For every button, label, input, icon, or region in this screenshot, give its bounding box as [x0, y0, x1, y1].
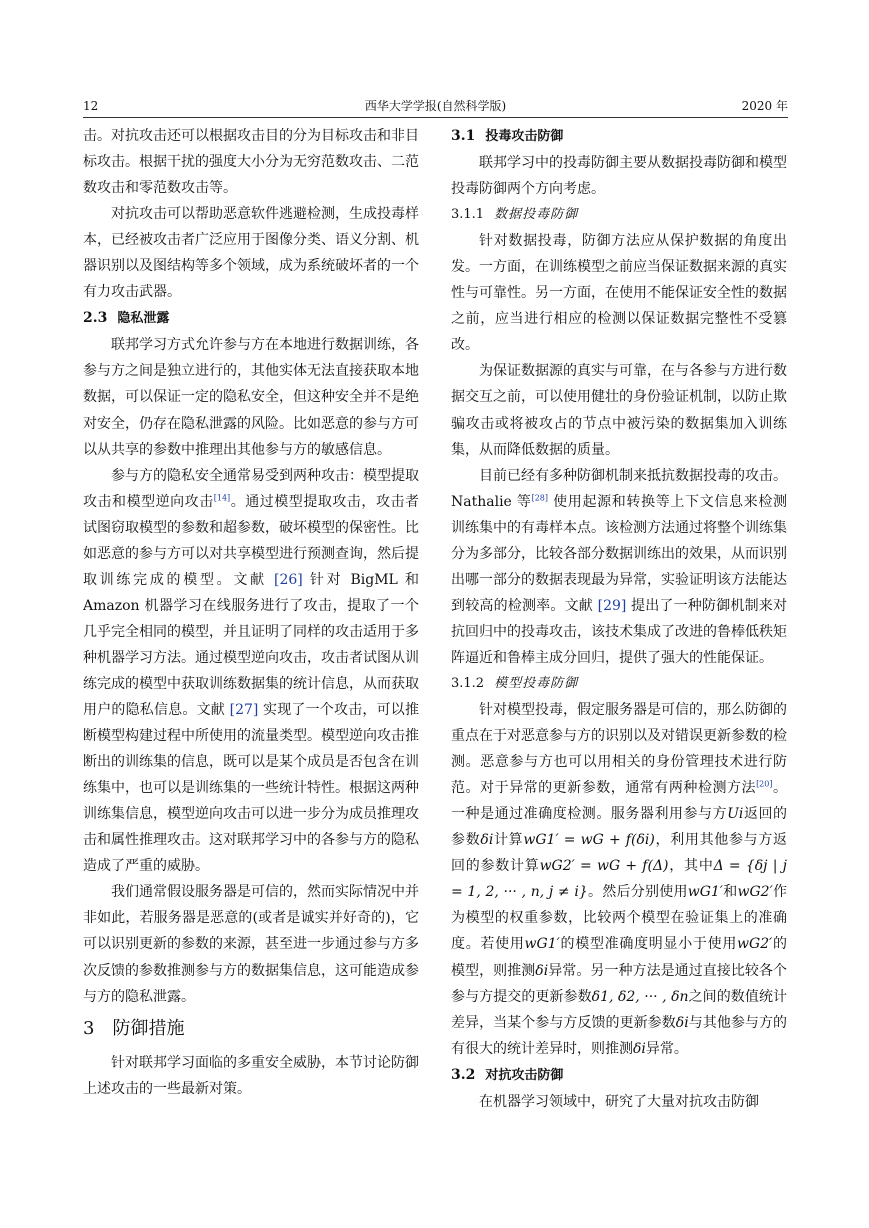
math-inline: δi	[535, 962, 549, 979]
header-rule	[83, 117, 788, 118]
paragraph: 针对数据投毒，防御方法应从保护数据的角度出发。一方面，在训练模型之前应当保证数据来源的真实性与可靠性。另一方面，在使用不能保证安全性的数据之前，应当进行相应的检测以保证数据完整性不受篡改。	[451, 233, 787, 354]
section-title: 防御措施	[112, 1017, 185, 1039]
section-title: 数据投毒防御	[494, 207, 579, 223]
math-inline: wG1′ = wG + f(δi)	[523, 832, 655, 849]
section-heading-3-2	[451, 1062, 787, 1089]
section-title: 投毒攻击防御	[485, 129, 564, 144]
running-header	[83, 97, 788, 115]
section-title: 隐私泄露	[117, 311, 170, 327]
page-number: 12	[83, 99, 99, 113]
text-run: 目前已经有多种防御机制来抵抗数据投毒的攻击。Nathalie 等	[451, 467, 787, 510]
math-inline: wG1′	[687, 884, 723, 901]
text-run: 使用起源和转换等上下文信息来检测训练集中的有毒样本点。该检测方法通过将整个训练集分为多部分，比较各部分数据训练出的效果，从而识别出哪一部分的数据表现最为异常，实验证明该方法能达到较高的检测率。文献	[451, 493, 787, 614]
citation-link[interactable]: [14]	[213, 493, 231, 502]
text-run: 的模型准确度明显小于使用	[559, 936, 738, 953]
section-title: 对抗攻击防御	[485, 1067, 564, 1083]
text-run: 实现了一个攻击，可以推断模型构建过程中所使用的流量类型。模型逆向攻击推断出的训练集的信息，既可以是某个成员是否包含在训练集中，也可以是训练集的一些统计特性。根据这两种训练集信息，模型逆向攻击可以进一步分为成员推理攻击和属性推理攻击。这对联邦学习中的各参与方的隐私造成了严重的威胁。	[83, 702, 419, 875]
section-number: 3.1	[451, 128, 476, 144]
text-run: 。一种是通过准确度检测。服务器利用参与方	[451, 780, 787, 823]
paragraph	[451, 697, 787, 1062]
paragraph: 击。对抗攻击还可以根据攻击目的分为目标攻击和非目标攻击。根据干扰的强度大小分为无穷范数攻击、二范数攻击和零范数攻击等。	[83, 128, 419, 197]
left-column	[83, 123, 419, 1163]
text-run: 。通过模型提取攻击，攻击者试图窃取模型的参数和超参数，破坏模型的保密性。比如恶意的参与方可以对共享模型进行预测查询，然后提取训练完成的模型。文献	[83, 493, 419, 588]
section-heading-3-1-1	[451, 202, 787, 228]
text-run: 针对 BigML 和 Amazon 机器学习在线服务进行了攻击，提取了一个几乎完全相同的模型，并且证明了同样的攻击适用于多种机器学习方法。通过模型逆向攻击，攻击者试图从训练完成的模型中获取训练数据集的统计信息，从而获取用户的隐私信息。文献	[83, 571, 419, 719]
math-inline: δ1, δ2, ··· , δn	[591, 988, 689, 1005]
paragraph: 对抗攻击可以帮助恶意软件逃避检测，生成投毒样本，已经被攻击者广泛应用于图像分类、语义分割、机器识别以及图结构等多个领域，成为系统破坏者的一个有力攻击武器。	[83, 206, 419, 301]
right-column	[451, 123, 787, 1163]
section-title: 模型投毒防御	[494, 675, 579, 691]
citation-link[interactable]: [28]	[531, 493, 549, 502]
math-inline: δi	[675, 1014, 689, 1031]
text-run: 之间的数值统计差异，当某个参与方反馈的更新参数	[451, 988, 787, 1031]
text-run: 的模型，则推测	[451, 936, 787, 979]
math-inline: wG2′	[737, 884, 773, 901]
math-inline: wG2′ = wG + f(Δ)	[539, 858, 669, 875]
citation-link[interactable]: [26]	[273, 571, 303, 588]
paragraph	[451, 463, 787, 671]
paragraph: 联邦学习中的投毒防御主要从数据投毒防御和模型投毒防御两个方向考虑。	[451, 155, 787, 198]
text-run: 异常。	[645, 1040, 688, 1057]
text-run: 与其他参与方的有很大的统计差异时，则推测	[451, 1014, 787, 1057]
paragraph	[83, 463, 419, 880]
paragraph: 为保证数据源的真实与可靠，在与各参与方进行数据交互之前，可以使用健壮的身份验证机制，以防止欺骗攻击或将被攻占的节点中被污染的数据集加入训练集，从而降低数据的质量。	[451, 363, 787, 458]
section-number: 3.1.1	[451, 207, 485, 223]
text-run: 计算	[493, 832, 524, 849]
text-run: 参与方的隐私安全通常易受到两种攻击：模型提取攻击和模型逆向攻击	[83, 467, 419, 510]
publication-year: 2020 年	[741, 99, 788, 113]
text-run: 和	[723, 884, 738, 901]
citation-link[interactable]: [27]	[229, 702, 259, 719]
math-inline: wG1′	[524, 936, 560, 953]
text-run: 。然后分别使用	[587, 884, 688, 901]
text-run: ，其中	[668, 858, 714, 875]
math-inline: Δ = {δj | j = 1, 2, ··· , n, j ≠ i}	[451, 858, 787, 901]
section-number: 2.3	[83, 310, 108, 327]
section-number: 3.2	[451, 1066, 476, 1083]
math-inline: Ui	[727, 806, 744, 823]
section-heading-2-3	[83, 305, 419, 332]
citation-link[interactable]: [20]	[756, 779, 773, 789]
section-number: 3.1.2	[451, 675, 485, 691]
math-inline: wG2′	[737, 936, 773, 953]
text-run: 针对模型投毒，假定服务器是可信的，那么防御的重点在于对恶意参与方的识别以及对错误更新参数的检测。恶意参与方也可以用相关的身份管理技术进行防范。对于异常的更新参数，通常有两种检测方法	[451, 702, 787, 797]
paragraph: 我们通常假设服务器是可信的，然而实际情况中并非如此，若服务器是恶意的(或者是诚实并好奇的)，它可以识别更新的参数的来源，甚至进一步通过参与方多次反馈的参数推测参与方的数据集信息，这可能造成参与方的隐私泄露。	[83, 884, 419, 1005]
journal-name: 西华大学学报(自然科学版)	[364, 99, 507, 113]
paragraph: 联邦学习方式允许参与方在本地进行数据训练，各参与方之间是独立进行的，其他实体无法直接获取本地数据，可以保证一定的隐私安全，但这种安全并不是绝对安全，仍存在隐私泄露的风险。比如恶意的参与方可以从共享的参数中推理出其他参与方的敏感信息。	[83, 337, 419, 458]
math-inline: δi	[633, 1040, 646, 1057]
citation-link[interactable]: [29]	[597, 597, 627, 614]
text-run: 返回的参数	[451, 806, 787, 849]
section-heading-3-1	[451, 123, 787, 150]
text-run: ，利用其他参与方返回的参数计算	[451, 832, 787, 875]
section-number: 3	[83, 1017, 95, 1039]
text-run: 作为模型的权重参数，比较两个模型在验证集上的准确度。若使用	[451, 884, 787, 953]
paragraph: 针对联邦学习面临的多重安全威胁，本节讨论防御上述攻击的一些最新对策。	[83, 1054, 419, 1097]
math-inline: δi	[480, 832, 494, 849]
text-run: 提出了一种防御机制来对抗回归中的投毒攻击，该技术集成了改进的鲁棒低秩矩阵逼近和鲁棒主成分回归，提供了强大的性能保证。	[451, 597, 787, 666]
section-heading-3-1-2	[451, 671, 787, 697]
text-run: 异常。另一种方法是通过直接比较各个参与方提交的更新参数	[451, 962, 787, 1005]
paragraph: 在机器学习领域中，研究了大量对抗攻击防御	[479, 1093, 759, 1110]
section-heading-3	[83, 1014, 419, 1044]
